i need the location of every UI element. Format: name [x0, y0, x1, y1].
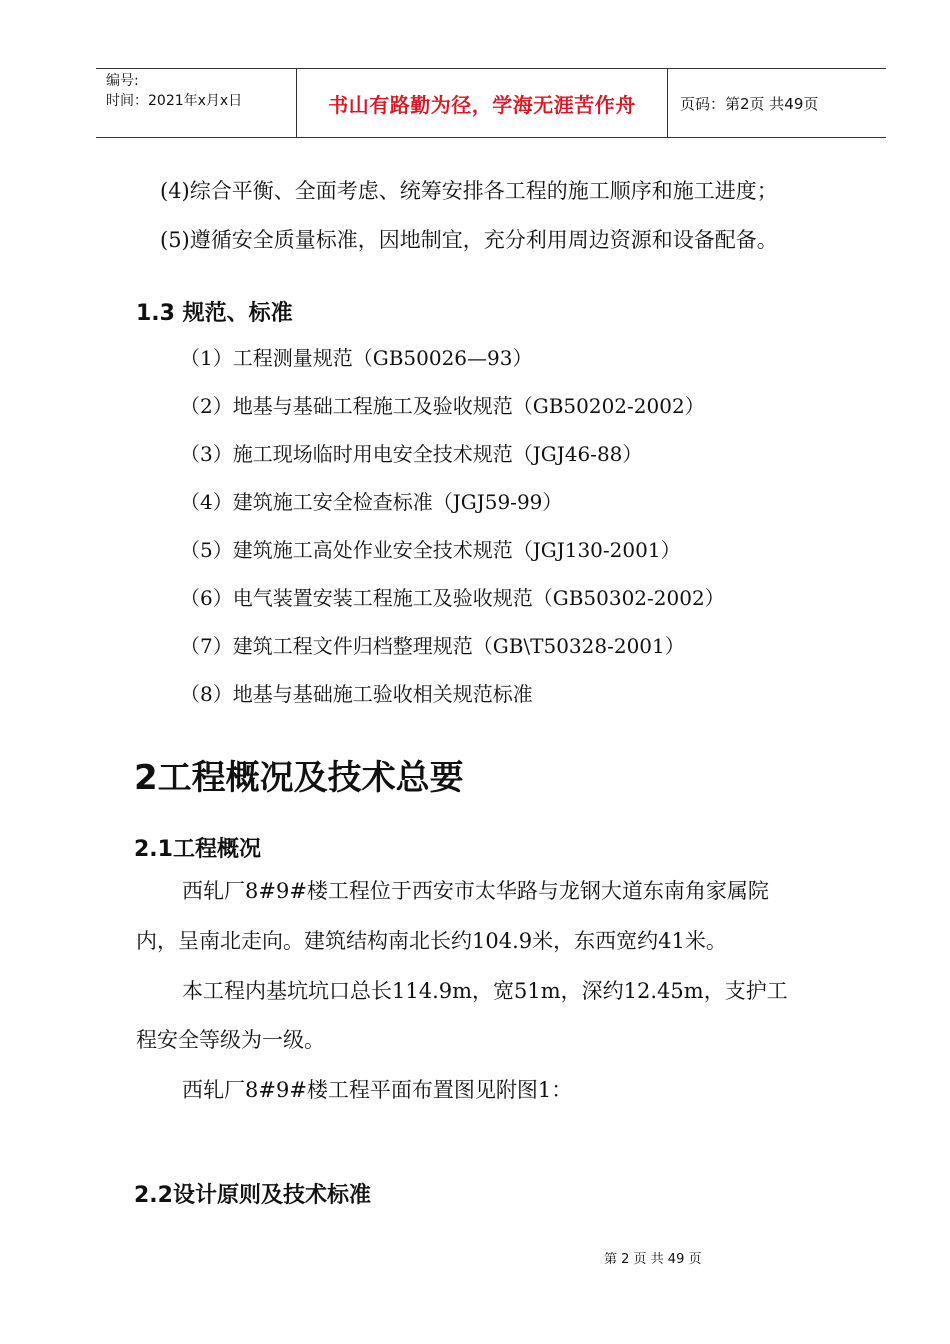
standard-item-8: （8）地基与基础施工验收相关规范标准	[180, 682, 533, 706]
code-label: 编号:	[106, 73, 139, 89]
header-page-info-cell	[668, 69, 886, 137]
page-footer: 第 2 页 共 49 页	[604, 1252, 702, 1267]
overview-para2-line2: 程安全等级为一级。	[136, 1028, 325, 1052]
section-2-2-title: 2.2设计原则及技术标准	[134, 1183, 371, 1208]
overview-para1-line2: 内，呈南北走向。建筑结构南北长约104.9米，东西宽约41米。	[136, 929, 727, 953]
overview-para3: 西轧厂8#9#楼工程平面布置图见附图1：	[182, 1078, 573, 1102]
page-info: 页码：第2页 共49页	[680, 94, 819, 113]
standard-item-3: （3）施工现场临时用电安全技术规范（JGJ46-88）	[180, 442, 643, 466]
standard-item-2: （2）地基与基础工程施工及验收规范（GB50202-2002）	[180, 394, 705, 418]
standard-item-5: （5）建筑施工高处作业安全技术规范（JGJ130-2001）	[180, 538, 681, 562]
section-2-1-title: 2.1工程概况	[134, 837, 261, 862]
chapter-2-title: 2工程概况及技术总要	[134, 758, 464, 798]
principle-4: (4)综合平衡、全面考虑、统筹安排各工程的施工顺序和施工进度；	[160, 179, 778, 203]
standard-item-1: （1）工程测量规范（GB50026—93）	[180, 346, 533, 370]
time-label: 时间：2021年x月x日	[106, 93, 243, 109]
overview-para1-line1: 西轧厂8#9#楼工程位于西安市太华路与龙钢大道东南角家属院	[182, 879, 769, 903]
principle-5: (5)遵循安全质量标准，因地制宜，充分利用周边资源和设备配备。	[160, 228, 778, 252]
overview-para2-line1: 本工程内基坑坑口总长114.9m，宽51m，深约12.45m，支护工	[182, 979, 788, 1003]
page-header	[96, 68, 886, 138]
header-motto-cell	[297, 69, 668, 137]
standard-item-6: （6）电气装置安装工程施工及验收规范（GB50302-2002）	[180, 586, 725, 610]
section-1-3-title: 1.3 规范、标准	[136, 301, 293, 326]
standard-item-4: （4）建筑施工安全检查标准（JGJ59-99）	[180, 490, 563, 514]
header-meta	[96, 69, 297, 137]
standard-item-7: （7）建筑工程文件归档整理规范（GB\T50328-2001）	[180, 634, 685, 658]
motto: 书山有路勤为径，学海无涯苦作舟	[328, 92, 636, 117]
